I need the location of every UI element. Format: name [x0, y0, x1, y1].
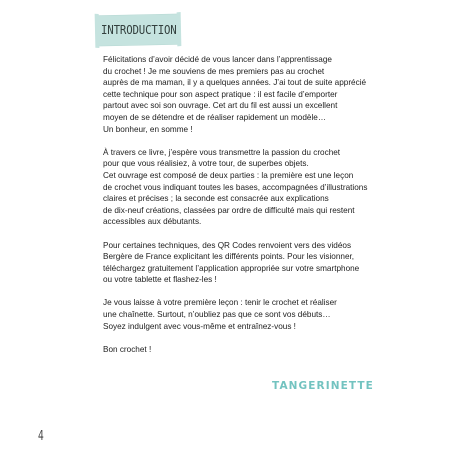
text-line: pour que vous réalisiez, à votre tour, de superbes objets. [103, 159, 309, 169]
text-line: Bergère de France explicitant les différents points. Pour les visionner, [103, 252, 355, 262]
text-line: une chaînette. Surtout, n’oubliez pas que ce sont vos débuts… [103, 310, 331, 320]
introduction-body [103, 54, 403, 367]
paragraph-4 [103, 297, 403, 332]
text-line: Félicitations d’avoir décidé de vous lancer dans l’apprentissage [103, 55, 332, 64]
text-line: Soyez indulgent avec vous-même et entraînez-vous ! [103, 321, 296, 331]
text-line: À travers ce livre, j’espère vous transmettre la passion du crochet [103, 147, 341, 157]
text-line: accessibles aux débutants. [103, 217, 202, 227]
text-line: de dix-neuf créations, classées par ordre de difficulté mais qui restent [103, 205, 355, 215]
text-line: Je vous laisse à votre première leçon : tenir le crochet et réaliser [103, 298, 337, 308]
text-line: Un bonheur, en somme ! [103, 124, 193, 134]
text-line: claires et précises ; la seconde est consacrée aux explications [103, 194, 329, 204]
paragraph-3 [103, 240, 403, 286]
text-line: partout avec soi son ouvrage. Cet art du fil est aussi un excellent [103, 101, 338, 111]
paragraph-1 [103, 54, 403, 135]
text-line: auprès de ma maman, il y a quelques années. J’ai tout de suite apprécié [103, 78, 367, 88]
text-line: cette technique pour son aspect pratique : il est facile d’emporter [103, 89, 338, 99]
text-line: ou votre tablette et flashez-les ! [103, 275, 217, 285]
text-line: Cet ouvrage est composé de deux parties : la première est une leçon [103, 170, 354, 180]
page-title: INTRODUCTION [101, 22, 177, 37]
page-number: 4 [38, 429, 44, 444]
text-line: du crochet ! Je me souviens de mes premiers pas au crochet [103, 66, 325, 76]
paragraph-2 [103, 147, 403, 228]
text-line: téléchargez gratuitement l’application appropriée sur votre smartphone [103, 263, 360, 273]
author-signature: TANGERINETTE [272, 380, 374, 392]
text-line: Pour certaines techniques, des QR Codes renvoient vers des vidéos [103, 240, 352, 250]
paragraph-5 [103, 344, 403, 356]
text-line: de crochet vous indiquant toutes les bases, accompagnées d’illustrations [103, 182, 368, 192]
text-line: moyen de se détendre et de réaliser rapidement un modèle… [103, 112, 327, 122]
text-line: Bon crochet ! [103, 344, 152, 354]
